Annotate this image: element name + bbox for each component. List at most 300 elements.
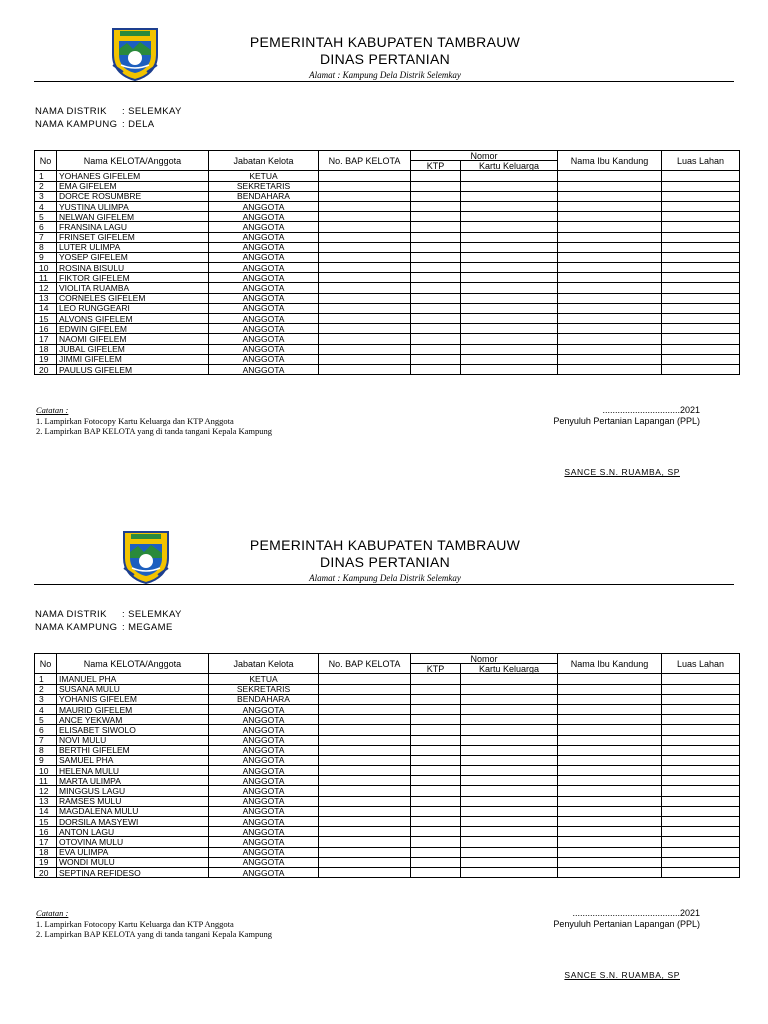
office-address: Alamat : Kampung Dela Distrik Selemkay — [309, 70, 461, 80]
row-position: ANGGOTA — [209, 735, 319, 745]
row-position: ANGGOTA — [209, 212, 319, 222]
row-no: 8 — [35, 242, 57, 252]
district-value: : SELEMKAY — [122, 106, 182, 117]
row-name: DORSILA MASYEWI — [57, 817, 209, 827]
row-no: 6 — [35, 222, 57, 232]
row-ktp — [411, 201, 461, 211]
row-ktp — [411, 847, 461, 857]
row-mother — [558, 704, 662, 714]
row-name: LEO RUNGGEARI — [57, 303, 209, 313]
row-position: ANGGOTA — [209, 232, 319, 242]
col-bap: No. BAP KELOTA — [319, 654, 411, 674]
row-name: YOSEP GIFELEM — [57, 252, 209, 262]
col-no: No — [35, 654, 57, 674]
row-kk — [461, 252, 558, 262]
row-kk — [461, 786, 558, 796]
row-position: BENDAHARA — [209, 191, 319, 201]
row-position: SEKRETARIS — [209, 684, 319, 694]
row-land — [662, 684, 740, 694]
table-row — [35, 171, 740, 181]
row-ktp — [411, 273, 461, 283]
col-nomor: Nomor — [411, 151, 558, 161]
row-name: EMA GIFELEM — [57, 181, 209, 191]
col-name: Nama KELOTA/Anggota — [57, 654, 209, 674]
table-row — [35, 867, 740, 877]
row-no: 3 — [35, 694, 57, 704]
table-row — [35, 827, 740, 837]
row-position: SEKRETARIS — [209, 181, 319, 191]
row-position: ANGGOTA — [209, 201, 319, 211]
row-name: YOHANIS GIFELEM — [57, 694, 209, 704]
row-no: 4 — [35, 201, 57, 211]
row-no: 11 — [35, 776, 57, 786]
row-name: OTOVINA MULU — [57, 837, 209, 847]
row-position: ANGGOTA — [209, 324, 319, 334]
row-kk — [461, 847, 558, 857]
row-kk — [461, 735, 558, 745]
row-kk — [461, 242, 558, 252]
row-bap — [319, 715, 411, 725]
row-name: MAGDALENA MULU — [57, 806, 209, 816]
col-mother: Nama Ibu Kandung — [558, 654, 662, 674]
row-kk — [461, 837, 558, 847]
row-name: SEPTINA REFIDESO — [57, 867, 209, 877]
row-no: 15 — [35, 314, 57, 324]
row-kk — [461, 694, 558, 704]
row-name: IMANUEL PHA — [57, 674, 209, 684]
row-ktp — [411, 704, 461, 714]
row-land — [662, 786, 740, 796]
row-ktp — [411, 735, 461, 745]
row-mother — [558, 263, 662, 273]
row-name: MARTA ULIMPA — [57, 776, 209, 786]
table-row — [35, 755, 740, 765]
row-name: FRANSINA LAGU — [57, 222, 209, 232]
row-position: ANGGOTA — [209, 837, 319, 847]
row-no: 20 — [35, 867, 57, 877]
col-land: Luas Lahan — [662, 654, 740, 674]
row-ktp — [411, 242, 461, 252]
table-row — [35, 847, 740, 857]
row-mother — [558, 364, 662, 374]
row-position: ANGGOTA — [209, 786, 319, 796]
table-row — [35, 684, 740, 694]
row-bap — [319, 314, 411, 324]
row-no: 3 — [35, 191, 57, 201]
col-no: No — [35, 151, 57, 171]
row-name: ROSINA BISULU — [57, 263, 209, 273]
row-kk — [461, 293, 558, 303]
row-mother — [558, 817, 662, 827]
form-sheet — [0, 503, 768, 1015]
row-mother — [558, 766, 662, 776]
government-title: PEMERINTAH KABUPATEN TAMBRAUW — [249, 537, 521, 553]
row-land — [662, 303, 740, 313]
row-bap — [319, 263, 411, 273]
row-name: EVA ULIMPA — [57, 847, 209, 857]
row-no: 6 — [35, 725, 57, 735]
row-bap — [319, 847, 411, 857]
row-kk — [461, 232, 558, 242]
row-position: ANGGOTA — [209, 725, 319, 735]
row-bap — [319, 232, 411, 242]
village-line — [35, 119, 155, 130]
row-mother — [558, 293, 662, 303]
row-position: ANGGOTA — [209, 314, 319, 324]
table-row — [35, 766, 740, 776]
row-land — [662, 837, 740, 847]
row-name: MINGGUS LAGU — [57, 786, 209, 796]
row-position: ANGGOTA — [209, 283, 319, 293]
row-mother — [558, 201, 662, 211]
col-nomor: Nomor — [411, 654, 558, 664]
signer-name: SANCE S.N. RUAMBA, SP — [564, 467, 680, 477]
row-position: ANGGOTA — [209, 273, 319, 283]
row-name: ANTON LAGU — [57, 827, 209, 837]
row-ktp — [411, 684, 461, 694]
table-row — [35, 283, 740, 293]
row-ktp — [411, 715, 461, 725]
signature-role: Penyuluh Pertanian Lapangan (PPL) — [553, 416, 700, 426]
row-kk — [461, 857, 558, 867]
row-name: EDWIN GIFELEM — [57, 324, 209, 334]
row-ktp — [411, 303, 461, 313]
row-kk — [461, 684, 558, 694]
row-bap — [319, 725, 411, 735]
row-ktp — [411, 344, 461, 354]
row-bap — [319, 191, 411, 201]
table-row — [35, 201, 740, 211]
row-name: ALVONS GIFELEM — [57, 314, 209, 324]
row-kk — [461, 171, 558, 181]
table-row — [35, 806, 740, 816]
row-bap — [319, 212, 411, 222]
row-no: 1 — [35, 171, 57, 181]
row-no: 2 — [35, 181, 57, 191]
row-bap — [319, 181, 411, 191]
row-bap — [319, 817, 411, 827]
row-land — [662, 827, 740, 837]
row-no: 14 — [35, 806, 57, 816]
row-bap — [319, 806, 411, 816]
row-mother — [558, 232, 662, 242]
row-kk — [461, 867, 558, 877]
row-ktp — [411, 364, 461, 374]
row-mother — [558, 755, 662, 765]
row-position: ANGGOTA — [209, 766, 319, 776]
department-title: DINAS PERTANIAN — [319, 51, 450, 67]
row-ktp — [411, 725, 461, 735]
row-ktp — [411, 171, 461, 181]
row-ktp — [411, 745, 461, 755]
row-kk — [461, 817, 558, 827]
row-land — [662, 694, 740, 704]
row-ktp — [411, 857, 461, 867]
row-kk — [461, 776, 558, 786]
signature-block — [530, 908, 700, 930]
notes — [36, 405, 272, 437]
table-row — [35, 796, 740, 806]
col-mother: Nama Ibu Kandung — [558, 151, 662, 171]
row-no: 17 — [35, 334, 57, 344]
row-mother — [558, 735, 662, 745]
row-land — [662, 776, 740, 786]
row-bap — [319, 303, 411, 313]
table-row — [35, 364, 740, 374]
row-mother — [558, 806, 662, 816]
row-no: 2 — [35, 684, 57, 694]
row-land — [662, 293, 740, 303]
office-address: Alamat : Kampung Dela Distrik Selemkay — [309, 573, 461, 583]
row-position: ANGGOTA — [209, 242, 319, 252]
row-land — [662, 344, 740, 354]
row-land — [662, 725, 740, 735]
table-row — [35, 293, 740, 303]
row-no: 10 — [35, 263, 57, 273]
row-land — [662, 857, 740, 867]
village-value: : DELA — [122, 119, 155, 130]
row-position: ANGGOTA — [209, 364, 319, 374]
row-position: ANGGOTA — [209, 252, 319, 262]
row-mother — [558, 314, 662, 324]
row-ktp — [411, 263, 461, 273]
table-row — [35, 354, 740, 364]
row-ktp — [411, 827, 461, 837]
row-mother — [558, 181, 662, 191]
row-land — [662, 806, 740, 816]
row-name: JIMMI GIFELEM — [57, 354, 209, 364]
row-land — [662, 252, 740, 262]
row-land — [662, 715, 740, 725]
row-land — [662, 171, 740, 181]
row-position: ANGGOTA — [209, 303, 319, 313]
village-line — [35, 622, 173, 633]
row-bap — [319, 283, 411, 293]
signer-name: SANCE S.N. RUAMBA, SP — [564, 970, 680, 980]
table-row — [35, 725, 740, 735]
row-kk — [461, 324, 558, 334]
row-mother — [558, 334, 662, 344]
row-name: FRINSET GIFELEM — [57, 232, 209, 242]
signature-date: ...............................2021 — [602, 405, 700, 415]
row-kk — [461, 715, 558, 725]
table-row — [35, 252, 740, 262]
row-land — [662, 222, 740, 232]
row-ktp — [411, 334, 461, 344]
signature-role: Penyuluh Pertanian Lapangan (PPL) — [553, 919, 700, 929]
row-land — [662, 847, 740, 857]
row-mother — [558, 867, 662, 877]
row-position: ANGGOTA — [209, 344, 319, 354]
row-ktp — [411, 283, 461, 293]
member-table — [34, 150, 740, 375]
row-kk — [461, 212, 558, 222]
row-ktp — [411, 181, 461, 191]
row-mother — [558, 283, 662, 293]
row-name: RAMSES MULU — [57, 796, 209, 806]
row-position: ANGGOTA — [209, 857, 319, 867]
col-ktp: KTP — [411, 161, 461, 171]
row-ktp — [411, 674, 461, 684]
row-position: ANGGOTA — [209, 334, 319, 344]
row-mother — [558, 857, 662, 867]
table-row — [35, 191, 740, 201]
notes-title: Catatan : — [36, 908, 69, 918]
table-row — [35, 674, 740, 684]
row-position: ANGGOTA — [209, 776, 319, 786]
row-mother — [558, 745, 662, 755]
col-kk: Kartu Keluarga — [461, 664, 558, 674]
row-land — [662, 191, 740, 201]
row-name: BERTHI GIFELEM — [57, 745, 209, 755]
row-bap — [319, 324, 411, 334]
row-mother — [558, 786, 662, 796]
row-no: 7 — [35, 232, 57, 242]
row-land — [662, 283, 740, 293]
row-mother — [558, 694, 662, 704]
row-name: NOVI MULU — [57, 735, 209, 745]
table-row — [35, 334, 740, 344]
row-ktp — [411, 354, 461, 364]
row-land — [662, 232, 740, 242]
row-position: ANGGOTA — [209, 755, 319, 765]
row-bap — [319, 171, 411, 181]
row-name: ELISABET SIWOLO — [57, 725, 209, 735]
row-bap — [319, 867, 411, 877]
table-row — [35, 303, 740, 313]
row-kk — [461, 273, 558, 283]
row-mother — [558, 837, 662, 847]
row-bap — [319, 735, 411, 745]
row-no: 4 — [35, 704, 57, 714]
row-no: 18 — [35, 847, 57, 857]
row-name: YOHANES GIFELEM — [57, 171, 209, 181]
row-ktp — [411, 817, 461, 827]
row-no: 12 — [35, 283, 57, 293]
row-position: ANGGOTA — [209, 745, 319, 755]
table-row — [35, 242, 740, 252]
row-mother — [558, 324, 662, 334]
row-name: CORNELES GIFELEM — [57, 293, 209, 303]
row-mother — [558, 222, 662, 232]
row-ktp — [411, 222, 461, 232]
row-mother — [558, 252, 662, 262]
row-ktp — [411, 293, 461, 303]
col-bap: No. BAP KELOTA — [319, 151, 411, 171]
row-land — [662, 201, 740, 211]
row-mother — [558, 674, 662, 684]
row-ktp — [411, 837, 461, 847]
note-item: 2. Lampirkan BAP KELOTA yang di tanda tangani Kepala Kampung — [36, 929, 273, 939]
row-position: ANGGOTA — [209, 704, 319, 714]
row-position: ANGGOTA — [209, 806, 319, 816]
row-position: KETUA — [209, 674, 319, 684]
row-no: 9 — [35, 252, 57, 262]
row-bap — [319, 344, 411, 354]
row-bap — [319, 364, 411, 374]
table-row — [35, 786, 740, 796]
row-mother — [558, 796, 662, 806]
row-mother — [558, 776, 662, 786]
row-bap — [319, 334, 411, 344]
col-name: Nama KELOTA/Anggota — [57, 151, 209, 171]
signature-date: ...........................................2021 — [572, 908, 700, 918]
row-kk — [461, 354, 558, 364]
row-ktp — [411, 314, 461, 324]
row-kk — [461, 201, 558, 211]
row-kk — [461, 314, 558, 324]
row-kk — [461, 674, 558, 684]
row-ktp — [411, 232, 461, 242]
table-row — [35, 324, 740, 334]
row-kk — [461, 704, 558, 714]
row-mother — [558, 171, 662, 181]
row-name: SUSANA MULU — [57, 684, 209, 694]
row-kk — [461, 263, 558, 273]
row-land — [662, 273, 740, 283]
row-position: ANGGOTA — [209, 827, 319, 837]
row-kk — [461, 283, 558, 293]
row-kk — [461, 827, 558, 837]
row-no: 17 — [35, 837, 57, 847]
col-ktp: KTP — [411, 664, 461, 674]
row-no: 8 — [35, 745, 57, 755]
table-row — [35, 817, 740, 827]
row-ktp — [411, 694, 461, 704]
village-value: : MEGAME — [122, 622, 173, 633]
row-kk — [461, 334, 558, 344]
row-name: FIKTOR GIFELEM — [57, 273, 209, 283]
row-bap — [319, 827, 411, 837]
row-mother — [558, 354, 662, 364]
row-name: PAULUS GIFELEM — [57, 364, 209, 374]
row-no: 16 — [35, 827, 57, 837]
regency-emblem-icon — [107, 25, 163, 81]
table-row — [35, 263, 740, 273]
table-row — [35, 344, 740, 354]
row-name: HELENA MULU — [57, 766, 209, 776]
row-bap — [319, 786, 411, 796]
row-name: NAOMI GIFELEM — [57, 334, 209, 344]
row-no: 12 — [35, 786, 57, 796]
row-land — [662, 324, 740, 334]
col-position: Jabatan Kelota — [209, 151, 319, 171]
row-no: 1 — [35, 674, 57, 684]
row-land — [662, 796, 740, 806]
row-position: ANGGOTA — [209, 354, 319, 364]
row-land — [662, 735, 740, 745]
note-item: 2. Lampirkan BAP KELOTA yang di tanda tangani Kepala Kampung — [36, 426, 273, 436]
village-label: NAMA KAMPUNG — [35, 119, 118, 130]
row-kk — [461, 222, 558, 232]
row-mother — [558, 827, 662, 837]
signature-block — [530, 405, 700, 427]
row-no: 7 — [35, 735, 57, 745]
table-row — [35, 735, 740, 745]
row-bap — [319, 252, 411, 262]
row-ktp — [411, 755, 461, 765]
table-row — [35, 212, 740, 222]
header-divider — [34, 81, 734, 82]
row-ktp — [411, 324, 461, 334]
row-ktp — [411, 796, 461, 806]
row-land — [662, 745, 740, 755]
district-label: NAMA DISTRIK — [35, 106, 107, 117]
row-mother — [558, 212, 662, 222]
row-no: 5 — [35, 715, 57, 725]
row-bap — [319, 684, 411, 694]
row-ktp — [411, 766, 461, 776]
